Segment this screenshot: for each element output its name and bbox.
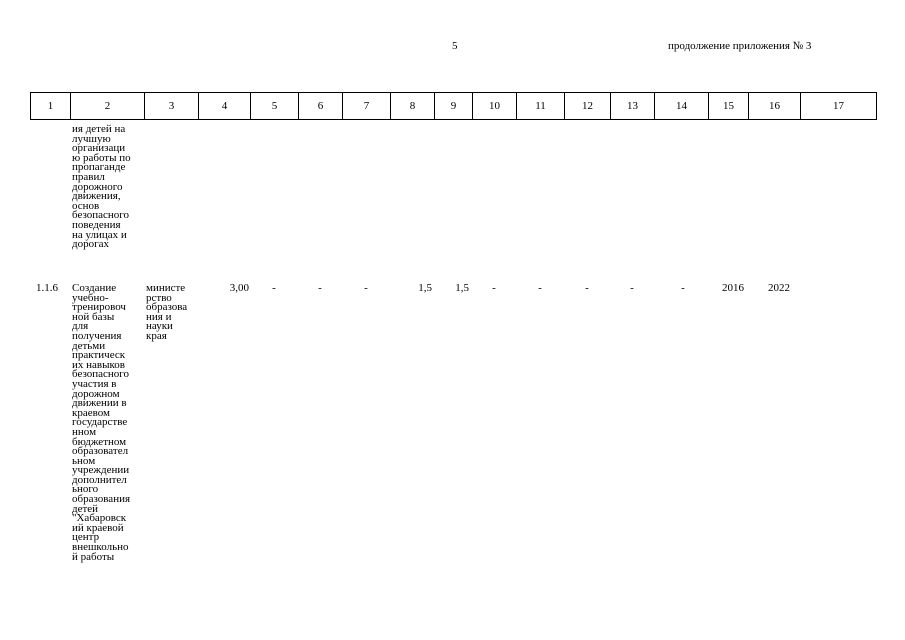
header-cell: 13 [611, 93, 655, 120]
header-cell: 14 [655, 93, 709, 120]
continuation-label: продолжение приложения № 3 [668, 40, 812, 52]
header-cell: 5 [251, 93, 299, 120]
page-number: 5 [452, 40, 458, 52]
header-cell: 1 [31, 93, 71, 120]
value-col-7: - [364, 282, 368, 294]
start-year: 2016 [722, 282, 744, 294]
header-cell: 7 [343, 93, 391, 120]
total-funding: 3,00 [229, 282, 249, 294]
executor: министе рство образова ния и науки края [146, 282, 188, 342]
header-cell: 10 [473, 93, 517, 120]
header-cell: 12 [565, 93, 611, 120]
value-col-13: - [630, 282, 634, 294]
header-cell: 4 [199, 93, 251, 120]
header-cell: 15 [709, 93, 749, 120]
value-col-6: - [318, 282, 322, 294]
header-cell: 8 [391, 93, 435, 120]
value-col-12: - [585, 282, 589, 294]
previous-row-name-continuation: ия детей на лучшую организаци ю работы по пропаганде правил дорожного движения, основ безопасного поведения на улицах и дорогах [72, 123, 131, 251]
column-number-header [30, 92, 877, 120]
value-col-9: 1,5 [455, 282, 469, 294]
header-cell: 2 [71, 93, 145, 120]
value-col-11: - [538, 282, 542, 294]
header-row [31, 93, 877, 120]
header-cell: 9 [435, 93, 473, 120]
header-cell: 11 [517, 93, 565, 120]
row-number: 1.1.6 [36, 282, 58, 294]
header-cell: 16 [749, 93, 801, 120]
value-col-5: - [272, 282, 276, 294]
header-cell: 17 [801, 93, 877, 120]
value-col-10: - [492, 282, 496, 294]
end-year: 2022 [768, 282, 790, 294]
value-col-8: 1,5 [418, 282, 432, 294]
header-cell: 3 [145, 93, 199, 120]
header-cell: 6 [299, 93, 343, 120]
value-col-14: - [681, 282, 685, 294]
measure-name: Создание учебно- тренировоч ной базы для получения детьми практическ их навыков безопасного участия в дорожном движении в краевом государстве нном бюджетном образовател ьном учреждении дополнител ьного образования детей "Хабаровск ий краевой центр внешкольно й работы [72, 282, 131, 563]
